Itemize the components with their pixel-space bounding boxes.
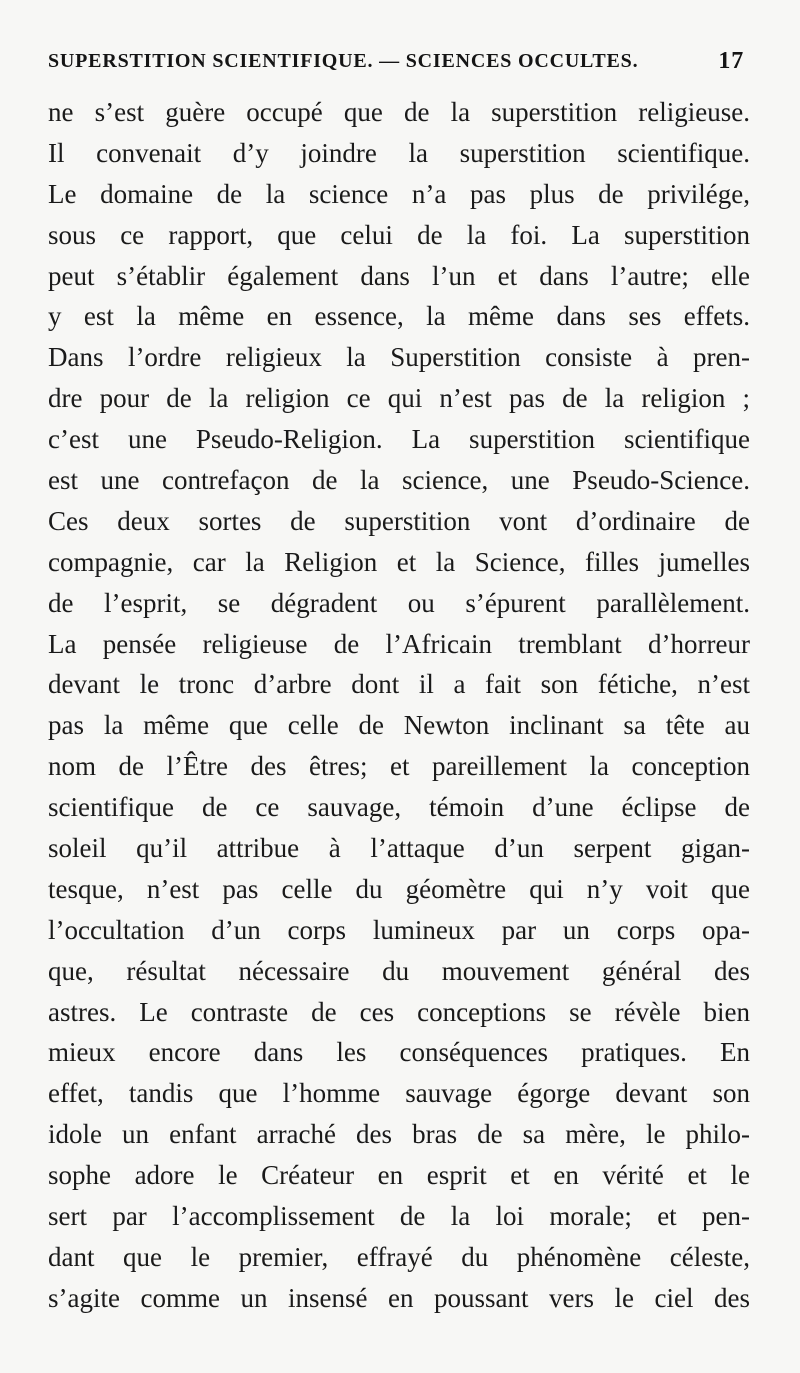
text-line: effet, tandis que l’homme sauvage égorge devant son (48, 1078, 750, 1109)
text-line: compagnie, car la Religion et la Science, filles jumelles (48, 546, 750, 577)
text-line: y est la même en essence, la même dans ses effets. (48, 301, 750, 332)
text-line: ne s’est guère occupé que de la superstition religieuse. (48, 97, 750, 127)
text-line: est une contrefaçon de la science, une Pseudo-Science. (48, 465, 750, 496)
running-head (48, 50, 748, 82)
page-number: 17 (718, 48, 744, 74)
text-line: nom de l’Être des êtres; et pareillement la conception (48, 751, 750, 782)
text-line: dant que le premier, effrayé du phénomène céleste, (48, 1241, 750, 1272)
text-line: sert par l’accomplissement de la loi morale; et pen- (48, 1201, 750, 1232)
text-line: Le domaine de la science n’a pas plus de privilége, (48, 178, 750, 209)
running-head-title: SUPERSTITION SCIENTIFIQUE. — SCIENCES OCCULTES. (48, 50, 639, 72)
text-line: dre pour de la religion ce qui n’est pas de la religion ; (48, 383, 750, 414)
text-line: Ces deux sortes de superstition vont d’ordinaire de (48, 505, 750, 536)
text-line: La pensée religieuse de l’Africain tremblant d’horreur (48, 628, 750, 659)
text-line: soleil qu’il attribue à l’attaque d’un serpent gigan- (48, 833, 750, 864)
text-line: peut s’établir également dans l’un et dans l’autre; elle (48, 260, 750, 291)
text-line: astres. Le contraste de ces conceptions se révèle bien (48, 996, 750, 1027)
text-line: c’est une Pseudo-Religion. La superstition scientifique (48, 424, 750, 455)
text-line: l’occultation d’un corps lumineux par un corps opa- (48, 914, 750, 945)
text-line: devant le tronc d’arbre dont il a fait son fétiche, n’est (48, 669, 750, 700)
text-line: de l’esprit, se dégradent ou s’épurent parallèlement. (48, 587, 750, 618)
body-text (48, 92, 750, 1319)
text-line: Dans l’ordre religieux la Superstition consiste à pren- (48, 342, 750, 373)
text-line: Il convenait d’y joindre la superstition scientifique. (48, 137, 750, 168)
text-line: mieux encore dans les conséquences pratiques. En (48, 1037, 750, 1068)
text-line: idole un enfant arraché des bras de sa mère, le philo- (48, 1119, 750, 1150)
text-line: sophe adore le Créateur en esprit et en vérité et le (48, 1160, 750, 1191)
text-line: sous ce rapport, que celui de la foi. La superstition (48, 219, 750, 250)
text-line: tesque, n’est pas celle du géomètre qui n’y voit que (48, 873, 750, 904)
text-line: s’agite comme un insensé en poussant vers le ciel des (48, 1282, 750, 1313)
text-line: scientifique de ce sauvage, témoin d’une éclipse de (48, 792, 750, 823)
text-line: que, résultat nécessaire du mouvement général des (48, 955, 750, 986)
text-line: pas la même que celle de Newton inclinant sa tête au (48, 710, 750, 741)
